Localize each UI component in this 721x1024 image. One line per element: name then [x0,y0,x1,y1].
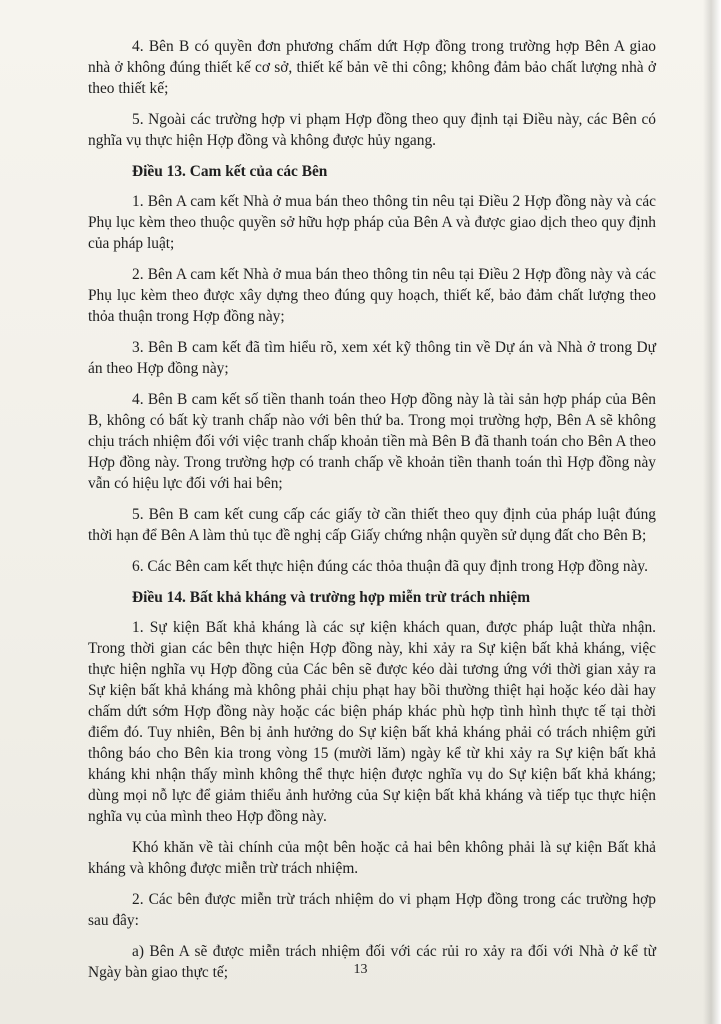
clause-14-1-note: Khó khăn về tài chính của một bên hoặc cả hai bên không phải là sự kiện Bất khả kháng và không được miễn trừ trách nhiệm. [88,839,656,877]
article-13-heading: Điều 13. Cam kết của các Bên [132,163,328,180]
clause-13-5: 5. Bên B cam kết cung cấp các giấy tờ cần thiết theo quy định của pháp luật đúng thời hạn để Bên A làm thủ tục đề nghị cấp Giấy chứng nhận quyền sử dụng đất cho Bên B; [88,506,656,544]
clause-12-5: 5. Ngoài các trường hợp vi phạm Hợp đồng theo quy định tại Điều này, các Bên có nghĩa vụ thực hiện Hợp đồng và không được hủy ngang. [88,111,656,149]
clause-12-4: 4. Bên B có quyền đơn phương chấm dứt Hợp đồng trong trường hợp Bên A giao nhà ở không đúng thiết kế cơ sở, thiết kế bản vẽ thi công; không đảm bảo chất lượng nhà ở theo thiết kế; [88,38,656,97]
clause-13-1: 1. Bên A cam kết Nhà ở mua bán theo thông tin nêu tại Điều 2 Hợp đồng này và các Phụ lục kèm theo thuộc quyền sở hữu hợp pháp của Bên A và được giao dịch theo quy định của pháp luật; [88,193,656,252]
clause-13-6: 6. Các Bên cam kết thực hiện đúng các thỏa thuận đã quy định trong Hợp đồng này. [132,558,648,575]
clause-13-4: 4. Bên B cam kết số tiền thanh toán theo Hợp đồng này là tài sản hợp pháp của Bên B, không có bất kỳ tranh chấp nào với bên thứ ba. Trong mọi trường hợp, Bên A sẽ không chịu trách nhiệm đối với việc tranh chấp khoản tiền mà Bên B đã thanh toán cho Bên A theo Hợp đồng này. Trong trường hợp có tranh chấp về khoản tiền thanh toán thì Hợp đồng này vẫn có hiệu lực đối với hai bên; [88,391,656,492]
clause-14-2: 2. Các bên được miễn trừ trách nhiệm do vi phạm Hợp đồng trong các trường hợp sau đây: [88,891,656,929]
document-body [88,36,656,993]
clause-13-3: 3. Bên B cam kết đã tìm hiểu rõ, xem xét kỹ thông tin về Dự án và Nhà ở trong Dự án theo Hợp đồng này; [88,339,656,377]
clause-14-2-a: a) Bên A sẽ được miễn trách nhiệm đối với các rủi ro xảy ra đối với Nhà ở kể từ Ngày bàn giao thực tế; [88,943,656,981]
scan-page-edge [703,0,721,1024]
clause-14-1: 1. Sự kiện Bất khả kháng là các sự kiện khách quan, được pháp luật thừa nhận. Trong thời gian các bên thực hiện Hợp đồng này, khi xảy ra Sự kiện bất khả kháng, việc thực hiện nghĩa vụ Hợp đồng của Các bên sẽ được kéo dài tương ứng với thời gian xảy ra Sự kiện bất khả kháng mà không phải chịu phạt hay bồi thường thiệt hại hoặc kéo dài hay chấm dứt sớm Hợp đồng này hoặc các biện pháp khác phù hợp tình hình thực tế tại thời điểm đó. Tuy nhiên, Bên bị ảnh hưởng do Sự kiện bất khả kháng phải có trách nhiệm gửi thông báo cho Bên kia trong vòng 15 (mười lăm) ngày kể từ khi xảy ra Sự kiện bất khả kháng khi nhận thấy mình không thể thực hiện được nghĩa vụ do Sự kiện bất khả kháng; dùng mọi nỗ lực để giảm thiểu ảnh hưởng của Sự kiện bất khả kháng và tiếp tục thực hiện nghĩa vụ của mình theo Hợp đồng này. [88,619,656,825]
article-14-heading: Điều 14. Bất khả kháng và trường hợp miễn trừ trách nhiệm [132,589,531,606]
clause-13-2: 2. Bên A cam kết Nhà ở mua bán theo thông tin nêu tại Điều 2 Hợp đồng này và các Phụ lục kèm theo được xây dựng theo đúng quy hoạch, thiết kế, bảo đảm chất lượng theo thỏa thuận trong Hợp đồng này; [88,266,656,325]
page-number: 13 [353,962,368,977]
